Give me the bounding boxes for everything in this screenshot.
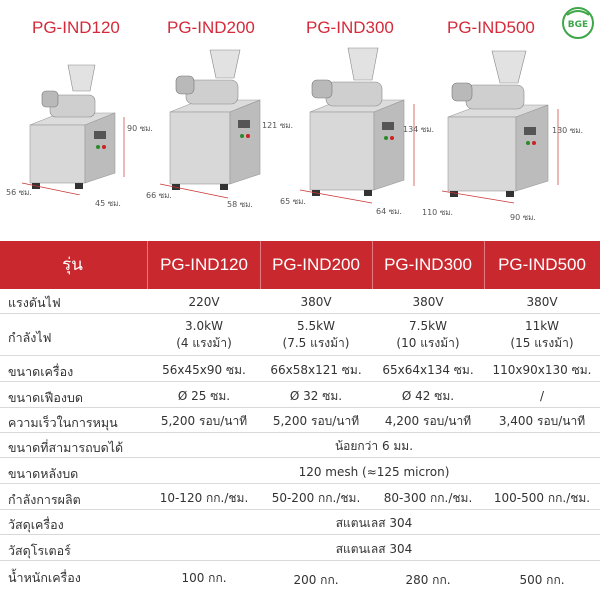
dim-width-1: 45 ซม. (95, 199, 121, 208)
cell: 5.5kW (297, 319, 335, 333)
model-title-4: PG-IND500 (447, 18, 535, 37)
cell: 7.5kW (409, 319, 447, 333)
header-col-3: PG-IND300 (384, 255, 472, 274)
cell: 65x64x134 ซม. (382, 363, 474, 377)
cell: 500 กก. (519, 573, 565, 587)
cell: (10 แรงม้า) (396, 336, 460, 350)
dim-depth-1: 56 ซม. (6, 188, 32, 197)
cell: 3,400 รอบ/นาที (498, 414, 586, 428)
dim-width-4: 90 ซม. (510, 213, 536, 222)
dim-height-2: 121 ซม. (262, 121, 294, 130)
cell: 5,200 รอบ/นาที (160, 414, 248, 428)
cell: Ø 32 ซม. (289, 389, 343, 403)
row-label-machine-size: ขนาดเครื่อง (8, 364, 74, 379)
dim-height-1: 90 ซม. (127, 124, 153, 133)
dim-width-2: 58 ซม. (227, 200, 253, 209)
row-label-rotor-material: วัสดุโรเตอร์ (8, 543, 71, 558)
row-label-input-size: ขนาดที่สามารถบดได้ (8, 440, 124, 455)
cell: 110x90x130 ซม. (492, 363, 592, 377)
cell: 10-120 กก./ชม. (159, 491, 249, 505)
dim-height-3: 134 ซม. (403, 125, 435, 134)
model-title-2: PG-IND200 (167, 18, 255, 37)
row-label-capacity: กำลังการผลิต (8, 492, 81, 507)
row-label-machine-material: วัสดุเครื่อง (8, 517, 64, 532)
cell: (4 แรงม้า) (176, 336, 232, 350)
cell: 380V (300, 295, 332, 309)
row-label-voltage: แรงดันไฟ (8, 295, 61, 310)
cell: / (539, 389, 545, 403)
cell: 50-200 กก./ชม. (271, 491, 361, 505)
cell: 100 กก. (181, 571, 227, 585)
row-label-speed: ความเร็วในการหมุน (8, 415, 118, 430)
dim-height-4: 130 ซม. (552, 126, 584, 135)
cell: 100-500 กก./ชม. (493, 491, 591, 505)
cell: 380V (526, 295, 558, 309)
cell: 4,200 รอบ/นาที (384, 414, 472, 428)
header-label: รุ่น (62, 255, 83, 274)
cell: 3.0kW (185, 319, 223, 333)
cell: 280 กก. (405, 573, 451, 587)
cell-merged: 120 mesh (≈125 micron) (298, 465, 450, 479)
cell: 11kW (524, 319, 560, 333)
dim-depth-3: 65 ซม. (280, 197, 306, 206)
row-label-output-size: ขนาดหลังบด (8, 466, 79, 481)
cell: 66x58x121 ซม. (270, 363, 362, 377)
cell: Ø 42 ซม. (401, 389, 455, 403)
cell: (7.5 แรงม้า) (282, 336, 350, 350)
model-title-3: PG-IND300 (306, 18, 394, 37)
dim-depth-4: 110 ซม. (422, 208, 454, 217)
header-col-1: PG-IND120 (160, 255, 248, 274)
cell: 380V (412, 295, 444, 309)
model-title-1: PG-IND120 (32, 18, 120, 37)
header-col-4: PG-IND500 (498, 255, 586, 274)
cell: Ø 25 ซม. (177, 389, 231, 403)
cell: 5,200 รอบ/นาที (272, 414, 360, 428)
cell: 200 กก. (293, 573, 339, 587)
machine-image-pg-ind500 (440, 45, 565, 205)
cell-merged: น้อยกว่า 6 มม. (334, 439, 414, 453)
cell: (15 แรงม้า) (510, 336, 574, 350)
bge-logo (561, 6, 595, 40)
cell: 220V (188, 295, 220, 309)
row-label-weight: น้ำหนักเครื่อง (8, 570, 81, 585)
cell-merged: สแตนเลส 304 (335, 516, 413, 530)
cell: 56x45x90 ซม. (162, 363, 246, 377)
header-col-2: PG-IND200 (272, 255, 360, 274)
row-label-power: กำลังไฟ (8, 330, 52, 345)
cell: 80-300 กก./ชม. (383, 491, 473, 505)
logo-text: BGE (567, 20, 589, 30)
dim-width-3: 64 ซม. (376, 207, 402, 216)
machine-image-pg-ind120 (20, 55, 135, 195)
cell-merged: สแตนเลส 304 (335, 542, 413, 556)
dim-depth-2: 66 ซม. (146, 191, 172, 200)
row-label-gear-size: ขนาดเฟืองบด (8, 390, 84, 405)
